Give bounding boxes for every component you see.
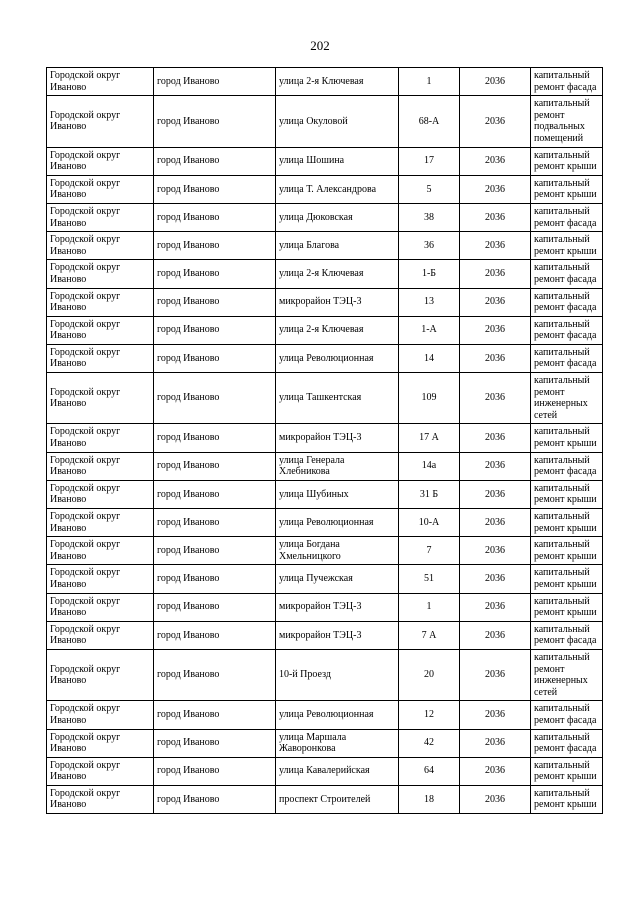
house-number-cell: 14а <box>399 452 460 480</box>
city-cell: город Иваново <box>154 316 276 344</box>
street-cell: улица Дюковская <box>276 203 399 231</box>
table-row <box>47 344 603 372</box>
year-cell: 2036 <box>460 757 531 785</box>
street-cell: улица Революционная <box>276 344 399 372</box>
municipal-district-cell: Городской округ Иваново <box>47 373 154 424</box>
street-cell: улица Революционная <box>276 509 399 537</box>
house-number-cell: 64 <box>399 757 460 785</box>
work-type-cell: капитальный ремонт фасада <box>531 68 603 96</box>
house-number-cell: 51 <box>399 565 460 593</box>
city-cell: город Иваново <box>154 452 276 480</box>
house-number-cell: 17 <box>399 147 460 175</box>
city-cell: город Иваново <box>154 757 276 785</box>
work-type-cell: капитальный ремонт подвальных помещений <box>531 96 603 147</box>
municipal-district-cell: Городской округ Иваново <box>47 96 154 147</box>
street-cell: микрорайон ТЭЦ-3 <box>276 593 399 621</box>
city-cell: город Иваново <box>154 621 276 649</box>
city-cell: город Иваново <box>154 96 276 147</box>
house-number-cell: 1 <box>399 68 460 96</box>
year-cell: 2036 <box>460 147 531 175</box>
year-cell: 2036 <box>460 649 531 700</box>
street-cell: улица Кавалерийская <box>276 757 399 785</box>
city-cell: город Иваново <box>154 701 276 729</box>
year-cell: 2036 <box>460 68 531 96</box>
house-number-cell: 109 <box>399 373 460 424</box>
street-cell: улица Маршала Жаворонкова <box>276 729 399 757</box>
year-cell: 2036 <box>460 621 531 649</box>
city-cell: город Иваново <box>154 537 276 565</box>
municipal-district-cell: Городской округ Иваново <box>47 175 154 203</box>
year-cell: 2036 <box>460 785 531 813</box>
municipal-district-cell: Городской округ Иваново <box>47 757 154 785</box>
table-row <box>47 260 603 288</box>
municipal-district-cell: Городской округ Иваново <box>47 729 154 757</box>
work-type-cell: капитальный ремонт инженерных сетей <box>531 649 603 700</box>
year-cell: 2036 <box>460 452 531 480</box>
street-cell: микрорайон ТЭЦ-3 <box>276 621 399 649</box>
municipal-district-cell: Городской округ Иваново <box>47 785 154 813</box>
house-number-cell: 42 <box>399 729 460 757</box>
table-row <box>47 509 603 537</box>
year-cell: 2036 <box>460 537 531 565</box>
work-type-cell: капитальный ремонт крыши <box>531 593 603 621</box>
year-cell: 2036 <box>460 593 531 621</box>
municipal-district-cell: Городской округ Иваново <box>47 288 154 316</box>
house-number-cell: 20 <box>399 649 460 700</box>
table-row <box>47 537 603 565</box>
table-row <box>47 203 603 231</box>
table-row <box>47 729 603 757</box>
table-row <box>47 373 603 424</box>
table-row <box>47 593 603 621</box>
table-row <box>47 424 603 452</box>
table-row <box>47 68 603 96</box>
house-number-cell: 10-А <box>399 509 460 537</box>
work-type-cell: капитальный ремонт крыши <box>531 509 603 537</box>
work-type-cell: капитальный ремонт фасада <box>531 260 603 288</box>
city-cell: город Иваново <box>154 480 276 508</box>
city-cell: город Иваново <box>154 68 276 96</box>
house-number-cell: 12 <box>399 701 460 729</box>
house-number-cell: 5 <box>399 175 460 203</box>
municipal-district-cell: Городской округ Иваново <box>47 452 154 480</box>
house-number-cell: 14 <box>399 344 460 372</box>
table-row <box>47 565 603 593</box>
city-cell: город Иваново <box>154 424 276 452</box>
city-cell: город Иваново <box>154 344 276 372</box>
street-cell: улица Революционная <box>276 701 399 729</box>
table-row <box>47 288 603 316</box>
street-cell: микрорайон ТЭЦ-3 <box>276 424 399 452</box>
house-number-cell: 7 <box>399 537 460 565</box>
street-cell: улица Пучежская <box>276 565 399 593</box>
street-cell: 10-й Проезд <box>276 649 399 700</box>
city-cell: город Иваново <box>154 785 276 813</box>
table-row <box>47 701 603 729</box>
municipal-district-cell: Городской округ Иваново <box>47 260 154 288</box>
table-row <box>47 175 603 203</box>
work-type-cell: капитальный ремонт фасада <box>531 701 603 729</box>
work-type-cell: капитальный ремонт крыши <box>531 147 603 175</box>
year-cell: 2036 <box>460 232 531 260</box>
table-row <box>47 785 603 813</box>
street-cell: улица Шошина <box>276 147 399 175</box>
table-row <box>47 96 603 147</box>
street-cell: улица Благова <box>276 232 399 260</box>
municipal-district-cell: Городской округ Иваново <box>47 424 154 452</box>
table-row <box>47 147 603 175</box>
house-number-cell: 1 <box>399 593 460 621</box>
city-cell: город Иваново <box>154 373 276 424</box>
house-number-cell: 7 А <box>399 621 460 649</box>
year-cell: 2036 <box>460 96 531 147</box>
year-cell: 2036 <box>460 729 531 757</box>
street-cell: микрорайон ТЭЦ-3 <box>276 288 399 316</box>
house-number-cell: 18 <box>399 785 460 813</box>
municipal-district-cell: Городской округ Иваново <box>47 68 154 96</box>
table-row <box>47 480 603 508</box>
municipal-district-cell: Городской округ Иваново <box>47 701 154 729</box>
work-type-cell: капитальный ремонт крыши <box>531 757 603 785</box>
municipal-district-cell: Городской округ Иваново <box>47 537 154 565</box>
city-cell: город Иваново <box>154 288 276 316</box>
year-cell: 2036 <box>460 344 531 372</box>
work-type-cell: капитальный ремонт крыши <box>531 232 603 260</box>
municipal-district-cell: Городской округ Иваново <box>47 316 154 344</box>
work-type-cell: капитальный ремонт крыши <box>531 785 603 813</box>
house-number-cell: 17 А <box>399 424 460 452</box>
work-type-cell: капитальный ремонт фасада <box>531 288 603 316</box>
year-cell: 2036 <box>460 565 531 593</box>
table-row <box>47 316 603 344</box>
work-type-cell: капитальный ремонт крыши <box>531 565 603 593</box>
municipal-district-cell: Городской округ Иваново <box>47 203 154 231</box>
year-cell: 2036 <box>460 175 531 203</box>
city-cell: город Иваново <box>154 565 276 593</box>
municipal-district-cell: Городской округ Иваново <box>47 649 154 700</box>
city-cell: город Иваново <box>154 260 276 288</box>
municipal-district-cell: Городской округ Иваново <box>47 232 154 260</box>
work-type-cell: капитальный ремонт инженерных сетей <box>531 373 603 424</box>
house-number-cell: 36 <box>399 232 460 260</box>
house-number-cell: 1-А <box>399 316 460 344</box>
table-row <box>47 452 603 480</box>
repair-schedule-table <box>46 67 603 814</box>
work-type-cell: капитальный ремонт крыши <box>531 537 603 565</box>
year-cell: 2036 <box>460 203 531 231</box>
municipal-district-cell: Городской округ Иваново <box>47 509 154 537</box>
municipal-district-cell: Городской округ Иваново <box>47 147 154 175</box>
year-cell: 2036 <box>460 316 531 344</box>
work-type-cell: капитальный ремонт фасада <box>531 621 603 649</box>
house-number-cell: 68-А <box>399 96 460 147</box>
work-type-cell: капитальный ремонт фасада <box>531 316 603 344</box>
year-cell: 2036 <box>460 373 531 424</box>
city-cell: город Иваново <box>154 509 276 537</box>
street-cell: улица 2-я Ключевая <box>276 316 399 344</box>
street-cell: улица Окуловой <box>276 96 399 147</box>
municipal-district-cell: Городской округ Иваново <box>47 344 154 372</box>
street-cell: улица Богдана Хмельницкого <box>276 537 399 565</box>
work-type-cell: капитальный ремонт фасада <box>531 452 603 480</box>
street-cell: улица Шубиных <box>276 480 399 508</box>
work-type-cell: капитальный ремонт крыши <box>531 424 603 452</box>
city-cell: город Иваново <box>154 593 276 621</box>
work-type-cell: капитальный ремонт фасада <box>531 344 603 372</box>
street-cell: улица 2-я Ключевая <box>276 68 399 96</box>
work-type-cell: капитальный ремонт крыши <box>531 175 603 203</box>
city-cell: город Иваново <box>154 147 276 175</box>
year-cell: 2036 <box>460 480 531 508</box>
work-type-cell: капитальный ремонт фасада <box>531 203 603 231</box>
street-cell: улица Т. Александрова <box>276 175 399 203</box>
year-cell: 2036 <box>460 288 531 316</box>
house-number-cell: 31 Б <box>399 480 460 508</box>
house-number-cell: 38 <box>399 203 460 231</box>
street-cell: улица Ташкентская <box>276 373 399 424</box>
table-row <box>47 757 603 785</box>
city-cell: город Иваново <box>154 203 276 231</box>
street-cell: улица 2-я Ключевая <box>276 260 399 288</box>
city-cell: город Иваново <box>154 729 276 757</box>
work-type-cell: капитальный ремонт фасада <box>531 729 603 757</box>
house-number-cell: 1-Б <box>399 260 460 288</box>
city-cell: город Иваново <box>154 232 276 260</box>
year-cell: 2036 <box>460 260 531 288</box>
city-cell: город Иваново <box>154 649 276 700</box>
year-cell: 2036 <box>460 701 531 729</box>
year-cell: 2036 <box>460 509 531 537</box>
street-cell: улица Генерала Хлебникова <box>276 452 399 480</box>
year-cell: 2036 <box>460 424 531 452</box>
municipal-district-cell: Городской округ Иваново <box>47 593 154 621</box>
city-cell: город Иваново <box>154 175 276 203</box>
municipal-district-cell: Городской округ Иваново <box>47 480 154 508</box>
street-cell: проспект Строителей <box>276 785 399 813</box>
house-number-cell: 13 <box>399 288 460 316</box>
table-row <box>47 621 603 649</box>
page-number: 202 <box>310 38 330 53</box>
table-row <box>47 232 603 260</box>
municipal-district-cell: Городской округ Иваново <box>47 565 154 593</box>
municipal-district-cell: Городской округ Иваново <box>47 621 154 649</box>
table-row <box>47 649 603 700</box>
work-type-cell: капитальный ремонт крыши <box>531 480 603 508</box>
